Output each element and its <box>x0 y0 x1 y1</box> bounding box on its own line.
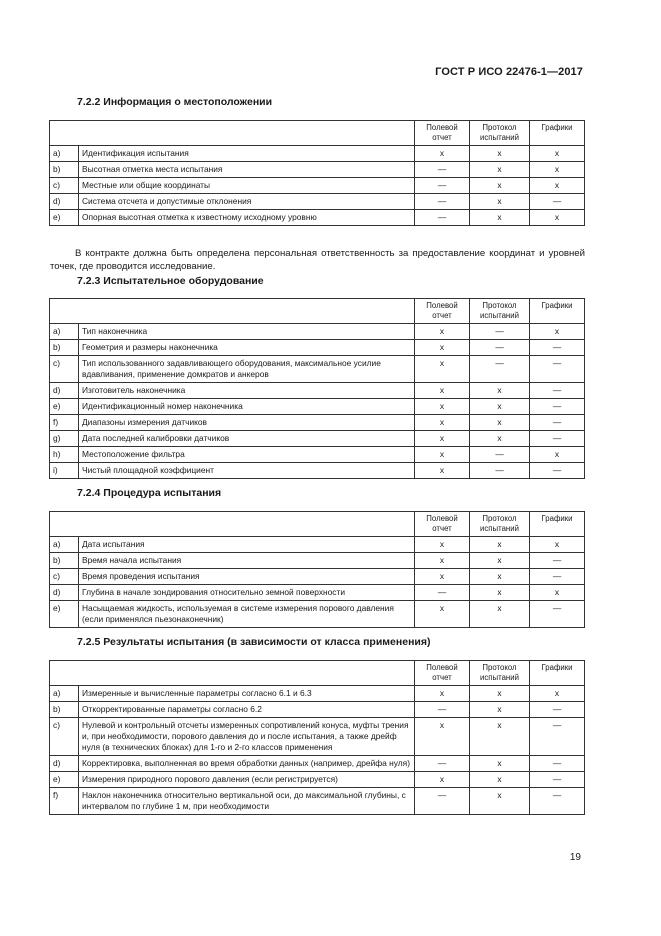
graphs-mark: — <box>530 194 585 210</box>
page-number: 19 <box>569 852 581 863</box>
section-title-7-2-4: 7.2.4 Процедура испытания <box>77 487 222 499</box>
test-protocol-mark: x <box>470 686 530 702</box>
table-row <box>50 553 585 569</box>
test-protocol-mark: x <box>470 178 530 194</box>
item-letter: d) <box>50 194 79 210</box>
field-report-mark: x <box>415 383 470 399</box>
test-protocol-mark: x <box>470 146 530 162</box>
item-letter: e) <box>50 601 79 628</box>
field-report-mark: x <box>415 146 470 162</box>
field-report-mark: x <box>415 601 470 628</box>
column-header: Протокол испытаний <box>470 512 530 537</box>
graphs-mark: x <box>530 162 585 178</box>
item-description: Идентификация испытания <box>79 146 415 162</box>
column-header: Протокол испытаний <box>470 661 530 686</box>
table-row <box>50 356 585 383</box>
graphs-mark: x <box>530 686 585 702</box>
table-header-row <box>50 661 585 686</box>
field-report-mark: x <box>415 569 470 585</box>
table-test-results <box>49 660 585 815</box>
graphs-mark: — <box>530 383 585 399</box>
graphs-mark: x <box>530 447 585 463</box>
item-description: Насыщаемая жидкость, используемая в системе измерения порового давления (если применялся пьезонаконечник) <box>79 601 415 628</box>
header-empty-cell <box>50 512 415 537</box>
item-description: Геометрия и размеры наконечника <box>79 340 415 356</box>
graphs-mark: — <box>530 772 585 788</box>
table-row <box>50 447 585 463</box>
graphs-mark: — <box>530 788 585 815</box>
field-report-mark: x <box>415 324 470 340</box>
item-description: Время начала испытания <box>79 553 415 569</box>
item-letter: a) <box>50 146 79 162</box>
item-letter: b) <box>50 702 79 718</box>
item-description: Дата последней калибровки датчиков <box>79 431 415 447</box>
field-report-mark: — <box>415 162 470 178</box>
item-description: Откорректированные параметры согласно 6.2 <box>79 702 415 718</box>
item-description: Измерения природного порового давления (если регистрируется) <box>79 772 415 788</box>
graphs-mark: x <box>530 146 585 162</box>
field-report-mark: x <box>415 399 470 415</box>
item-letter: a) <box>50 686 79 702</box>
graphs-mark: x <box>530 324 585 340</box>
column-header: Графики <box>530 299 585 324</box>
section-title-7-2-5: 7.2.5 Результаты испытания (в зависимости от класса применения) <box>77 636 431 648</box>
graphs-mark: — <box>530 553 585 569</box>
test-protocol-mark: — <box>470 356 530 383</box>
test-protocol-mark: x <box>470 431 530 447</box>
table-row <box>50 788 585 815</box>
section-title-7-2-3: 7.2.3 Испытательное оборудование <box>77 275 264 287</box>
item-letter: f) <box>50 415 79 431</box>
table-test-equipment <box>49 298 585 479</box>
graphs-mark: x <box>530 210 585 226</box>
item-letter: b) <box>50 553 79 569</box>
field-report-mark: x <box>415 447 470 463</box>
item-letter: a) <box>50 537 79 553</box>
graphs-mark: — <box>530 431 585 447</box>
table-row <box>50 324 585 340</box>
test-protocol-mark: x <box>470 718 530 756</box>
item-letter: g) <box>50 431 79 447</box>
item-description: Дата испытания <box>79 537 415 553</box>
field-report-mark: — <box>415 585 470 601</box>
test-protocol-mark: x <box>470 537 530 553</box>
item-description: Опорная высотная отметка к известному исходному уровню <box>79 210 415 226</box>
item-description: Время проведения испытания <box>79 569 415 585</box>
column-header: Протокол испытаний <box>470 299 530 324</box>
table-row <box>50 756 585 772</box>
test-protocol-mark: x <box>470 553 530 569</box>
test-protocol-mark: x <box>470 702 530 718</box>
graphs-mark: — <box>530 756 585 772</box>
header-empty-cell <box>50 121 415 146</box>
table-header-row <box>50 121 585 146</box>
test-protocol-mark: x <box>470 194 530 210</box>
field-report-mark: — <box>415 210 470 226</box>
graphs-mark: x <box>530 537 585 553</box>
field-report-mark: x <box>415 537 470 553</box>
table-row <box>50 194 585 210</box>
field-report-mark: x <box>415 463 470 479</box>
item-description: Тип наконечника <box>79 324 415 340</box>
graphs-mark: — <box>530 463 585 479</box>
table-row <box>50 210 585 226</box>
item-letter: h) <box>50 447 79 463</box>
table-row <box>50 383 585 399</box>
table-row <box>50 537 585 553</box>
table-header-row <box>50 299 585 324</box>
table-row <box>50 718 585 756</box>
item-letter: c) <box>50 718 79 756</box>
table-row <box>50 431 585 447</box>
item-letter: i) <box>50 463 79 479</box>
table-header-row <box>50 512 585 537</box>
item-letter: d) <box>50 383 79 399</box>
test-protocol-mark: — <box>470 447 530 463</box>
item-letter: c) <box>50 178 79 194</box>
field-report-mark: x <box>415 340 470 356</box>
test-protocol-mark: x <box>470 162 530 178</box>
item-description: Высотная отметка места испытания <box>79 162 415 178</box>
document-header: ГОСТ Р ИСО 22476-1—2017 <box>435 66 583 78</box>
column-header: Графики <box>530 121 585 146</box>
graphs-mark: — <box>530 399 585 415</box>
table-test-procedure <box>49 511 585 628</box>
item-letter: d) <box>50 585 79 601</box>
field-report-mark: x <box>415 772 470 788</box>
item-letter: a) <box>50 324 79 340</box>
table-row <box>50 702 585 718</box>
column-header: Графики <box>530 512 585 537</box>
table-row <box>50 399 585 415</box>
table-row <box>50 146 585 162</box>
column-header: Протокол испытаний <box>470 121 530 146</box>
field-report-mark: — <box>415 194 470 210</box>
item-letter: c) <box>50 569 79 585</box>
table-row <box>50 415 585 431</box>
responsibility-paragraph: В контракте должна быть определена персональная ответственность за предоставление координат и уровней точек, где проводится исследование. <box>50 248 585 272</box>
graphs-mark: — <box>530 356 585 383</box>
table-row <box>50 340 585 356</box>
item-description: Изготовитель наконечника <box>79 383 415 399</box>
test-protocol-mark: — <box>470 324 530 340</box>
table-row <box>50 601 585 628</box>
item-letter: e) <box>50 772 79 788</box>
column-header: Полевой отчет <box>415 121 470 146</box>
test-protocol-mark: x <box>470 772 530 788</box>
item-letter: e) <box>50 399 79 415</box>
field-report-mark: x <box>415 686 470 702</box>
column-header: Полевой отчет <box>415 661 470 686</box>
field-report-mark: — <box>415 756 470 772</box>
field-report-mark: x <box>415 415 470 431</box>
item-description: Наклон наконечника относительно вертикальной оси, до максимальной глубины, с интервалом по глубине 1 м, при необходимости <box>79 788 415 815</box>
column-header: Полевой отчет <box>415 299 470 324</box>
table-row <box>50 178 585 194</box>
item-description: Измеренные и вычисленные параметры согласно 6.1 и 6.3 <box>79 686 415 702</box>
item-letter: b) <box>50 340 79 356</box>
graphs-mark: — <box>530 601 585 628</box>
item-description: Идентификационный номер наконечника <box>79 399 415 415</box>
graphs-mark: — <box>530 718 585 756</box>
column-header: Графики <box>530 661 585 686</box>
field-report-mark: x <box>415 431 470 447</box>
item-letter: e) <box>50 210 79 226</box>
table-row <box>50 686 585 702</box>
graphs-mark: — <box>530 340 585 356</box>
column-header: Полевой отчет <box>415 512 470 537</box>
test-protocol-mark: x <box>470 788 530 815</box>
test-protocol-mark: x <box>470 383 530 399</box>
item-description: Тип использованного задавливающего оборудования, максимальное усилие вдавливания, применение домкратов и анкеров <box>79 356 415 383</box>
test-protocol-mark: x <box>470 601 530 628</box>
item-letter: f) <box>50 788 79 815</box>
table-row <box>50 585 585 601</box>
item-letter: c) <box>50 356 79 383</box>
graphs-mark: — <box>530 569 585 585</box>
header-empty-cell <box>50 299 415 324</box>
graphs-mark: x <box>530 178 585 194</box>
item-description: Диапазоны измерения датчиков <box>79 415 415 431</box>
test-protocol-mark: x <box>470 569 530 585</box>
field-report-mark: x <box>415 553 470 569</box>
graphs-mark: — <box>530 415 585 431</box>
table-row <box>50 162 585 178</box>
test-protocol-mark: x <box>470 210 530 226</box>
test-protocol-mark: x <box>470 415 530 431</box>
graphs-mark: x <box>530 585 585 601</box>
item-description: Корректировка, выполненная во время обработки данных (например, дрейфа нуля) <box>79 756 415 772</box>
item-letter: b) <box>50 162 79 178</box>
field-report-mark: — <box>415 788 470 815</box>
graphs-mark: — <box>530 702 585 718</box>
item-letter: d) <box>50 756 79 772</box>
field-report-mark: — <box>415 702 470 718</box>
test-protocol-mark: x <box>470 399 530 415</box>
test-protocol-mark: x <box>470 756 530 772</box>
test-protocol-mark: x <box>470 585 530 601</box>
item-description: Местные или общие координаты <box>79 178 415 194</box>
table-row <box>50 772 585 788</box>
section-title-7-2-2: 7.2.2 Информация о местоположении <box>77 96 273 108</box>
item-description: Чистый площадной коэффициент <box>79 463 415 479</box>
field-report-mark: x <box>415 356 470 383</box>
item-description: Глубина в начале зондирования относительно земной поверхности <box>79 585 415 601</box>
table-row <box>50 463 585 479</box>
item-description: Нулевой и контрольный отсчеты измеренных сопротивлений конуса, муфты трения и, при необходимости, порового давления до и после испытания, а также дрейф нуля (в технических блоках) для 1-го и 2-го классов применения <box>79 718 415 756</box>
field-report-mark: — <box>415 178 470 194</box>
item-description: Система отсчета и допустимые отклонения <box>79 194 415 210</box>
field-report-mark: x <box>415 718 470 756</box>
header-empty-cell <box>50 661 415 686</box>
test-protocol-mark: — <box>470 340 530 356</box>
item-description: Местоположение фильтра <box>79 447 415 463</box>
test-protocol-mark: — <box>470 463 530 479</box>
table-location-info <box>49 120 585 226</box>
table-row <box>50 569 585 585</box>
